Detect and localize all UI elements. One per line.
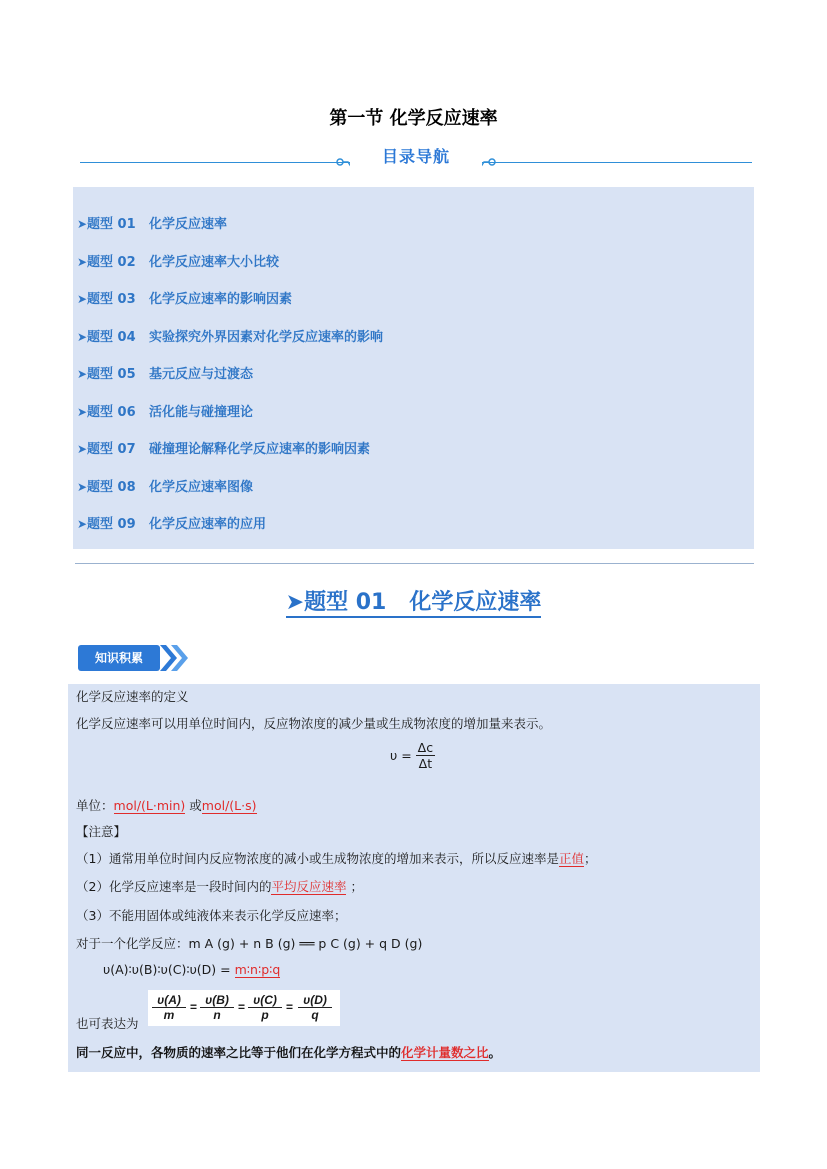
page-title: 第一节 化学反应速率 bbox=[329, 108, 498, 129]
divider bbox=[75, 563, 754, 564]
toc-item-08[interactable] bbox=[77, 477, 253, 497]
knowledge-tag-label: 知识积累 bbox=[78, 645, 160, 671]
toc-item-07[interactable] bbox=[77, 439, 370, 459]
toc-banner bbox=[80, 140, 752, 182]
arrow-icon: ➤ bbox=[77, 255, 88, 269]
ratio-formula-image bbox=[148, 990, 340, 1026]
note-title: 【注意】 bbox=[76, 824, 127, 839]
arrow-icon: ➤ bbox=[77, 217, 88, 231]
arrow-icon: ➤ bbox=[77, 480, 88, 494]
arrow-icon: ➤ bbox=[77, 405, 88, 419]
note-1 bbox=[76, 849, 597, 867]
arrow-icon: ➤ bbox=[77, 442, 88, 456]
toc-label: 基元反应与过渡态 bbox=[149, 367, 254, 382]
arrow-icon: ➤ bbox=[77, 367, 88, 381]
note-1-end: ； bbox=[583, 851, 597, 866]
knowledge-tag bbox=[78, 645, 198, 671]
formula-lhs: υ = bbox=[390, 748, 412, 763]
toc-label: 化学反应速率图像 bbox=[149, 480, 254, 495]
unit-answer-1: mol/(L·min) bbox=[113, 798, 186, 813]
note-3: （3）不能用固体或纯液体来表示化学反应速率； bbox=[76, 908, 347, 923]
unit-answer-2: mol/(L·s) bbox=[201, 798, 257, 813]
banner-line-left bbox=[80, 162, 350, 163]
toc-item-05[interactable] bbox=[77, 364, 253, 384]
conclusion-end: 。 bbox=[488, 1045, 502, 1060]
toc-num: 题型 02 bbox=[87, 255, 136, 270]
fraction-a-bottom: m bbox=[163, 1008, 175, 1022]
toc-label: 化学反应速率大小比较 bbox=[149, 255, 280, 270]
toc-num: 题型 07 bbox=[87, 442, 136, 457]
toc-item-03[interactable] bbox=[77, 289, 292, 309]
arrow-icon: ➤ bbox=[285, 590, 305, 615]
definition-heading: 化学反应速率的定义 bbox=[76, 689, 189, 704]
toc-label: 碰撞理论解释化学反应速率的影响因素 bbox=[149, 442, 371, 457]
arrow-icon: ➤ bbox=[77, 292, 88, 306]
chevrons-icon bbox=[158, 645, 192, 671]
fraction-c bbox=[248, 993, 282, 1022]
unit-line bbox=[76, 796, 257, 814]
definition-text: 化学反应速率可以用单位时间内，反应物浓度的减少量或生成物浓度的增加量来表示。 bbox=[76, 716, 552, 731]
note-2-answer: 平均反应速率 bbox=[271, 879, 347, 894]
knowledge-box bbox=[68, 684, 760, 1072]
reaction-line: 对于一个化学反应：m A (g) + n B (g) ══ p C (g) + q D (g) bbox=[76, 936, 423, 951]
note-2 bbox=[76, 877, 363, 895]
toc-num: 题型 06 bbox=[87, 405, 136, 420]
formula-numerator: Δc bbox=[417, 740, 434, 755]
toc-item-01[interactable] bbox=[77, 214, 227, 234]
toc-num: 题型 05 bbox=[87, 367, 136, 382]
fraction-d bbox=[298, 993, 332, 1022]
banner-line-right bbox=[482, 162, 752, 163]
toc-label: 实验探究外界因素对化学反应速率的影响 bbox=[149, 330, 384, 345]
toc-label: 化学反应速率的影响因素 bbox=[149, 292, 293, 307]
note-1-text: （1）通常用单位时间内反应物浓度的减小或生成物浓度的增加来表示，所以反应速率是 bbox=[76, 851, 559, 866]
toc-label: 活化能与碰撞理论 bbox=[149, 405, 254, 420]
fraction-d-top: υ(D) bbox=[298, 993, 332, 1008]
conclusion bbox=[76, 1043, 501, 1061]
arrow-icon: ➤ bbox=[77, 517, 88, 531]
conclusion-text: 同一反应中，各物质的速率之比等于他们在化学方程式中的 bbox=[76, 1045, 402, 1060]
note-1-answer: 正值 bbox=[558, 851, 584, 866]
note-2-end: ； bbox=[350, 879, 363, 894]
formula-fraction bbox=[416, 740, 435, 771]
toc-num: 题型 03 bbox=[87, 292, 136, 307]
fraction-c-top: υ(C) bbox=[248, 993, 282, 1008]
note-2-text: （2）化学反应速率是一段时间内的 bbox=[76, 879, 272, 894]
formula-denominator: Δt bbox=[418, 756, 433, 771]
fraction-b bbox=[200, 993, 234, 1022]
fraction-b-top: υ(B) bbox=[200, 993, 234, 1008]
section-num: 题型 01 bbox=[304, 590, 387, 615]
toc-banner-label: 目录导航 bbox=[350, 143, 482, 171]
fraction-c-bottom: p bbox=[261, 1008, 269, 1022]
section-label: 化学反应速率 bbox=[409, 590, 542, 615]
also-label: 也可表达为 bbox=[76, 1016, 139, 1031]
ratio-line bbox=[103, 962, 280, 977]
unit-prefix: 单位： bbox=[76, 798, 114, 813]
toc-num: 题型 04 bbox=[87, 330, 136, 345]
ratio-lhs: υ(A)∶υ(B)∶υ(C)∶υ(D) = bbox=[103, 962, 231, 977]
fraction-a bbox=[152, 993, 186, 1022]
toc-box bbox=[73, 187, 754, 549]
toc-item-02[interactable] bbox=[77, 252, 279, 272]
section-heading bbox=[0, 585, 827, 616]
toc-item-06[interactable] bbox=[77, 402, 253, 422]
ratio-answer: m∶n∶p∶q bbox=[234, 962, 281, 977]
toc-label: 化学反应速率的应用 bbox=[149, 517, 267, 532]
fraction-b-bottom: n bbox=[213, 1008, 221, 1022]
toc-item-04[interactable] bbox=[77, 327, 383, 347]
toc-num: 题型 01 bbox=[87, 217, 136, 232]
eq-sign-2: = bbox=[238, 1000, 246, 1014]
fraction-a-top: υ(A) bbox=[152, 993, 186, 1008]
rate-formula bbox=[390, 740, 435, 771]
conclusion-answer: 化学计量数之比 bbox=[401, 1045, 489, 1060]
eq-sign-3: = bbox=[286, 1000, 294, 1014]
toc-item-09[interactable] bbox=[77, 514, 266, 534]
unit-or: 或 bbox=[189, 798, 202, 813]
eq-sign-1: = bbox=[190, 1000, 198, 1014]
toc-num: 题型 09 bbox=[87, 517, 136, 532]
toc-num: 题型 08 bbox=[87, 480, 136, 495]
arrow-icon: ➤ bbox=[77, 330, 88, 344]
fraction-d-bottom: q bbox=[311, 1008, 319, 1022]
toc-label: 化学反应速率 bbox=[149, 217, 228, 232]
